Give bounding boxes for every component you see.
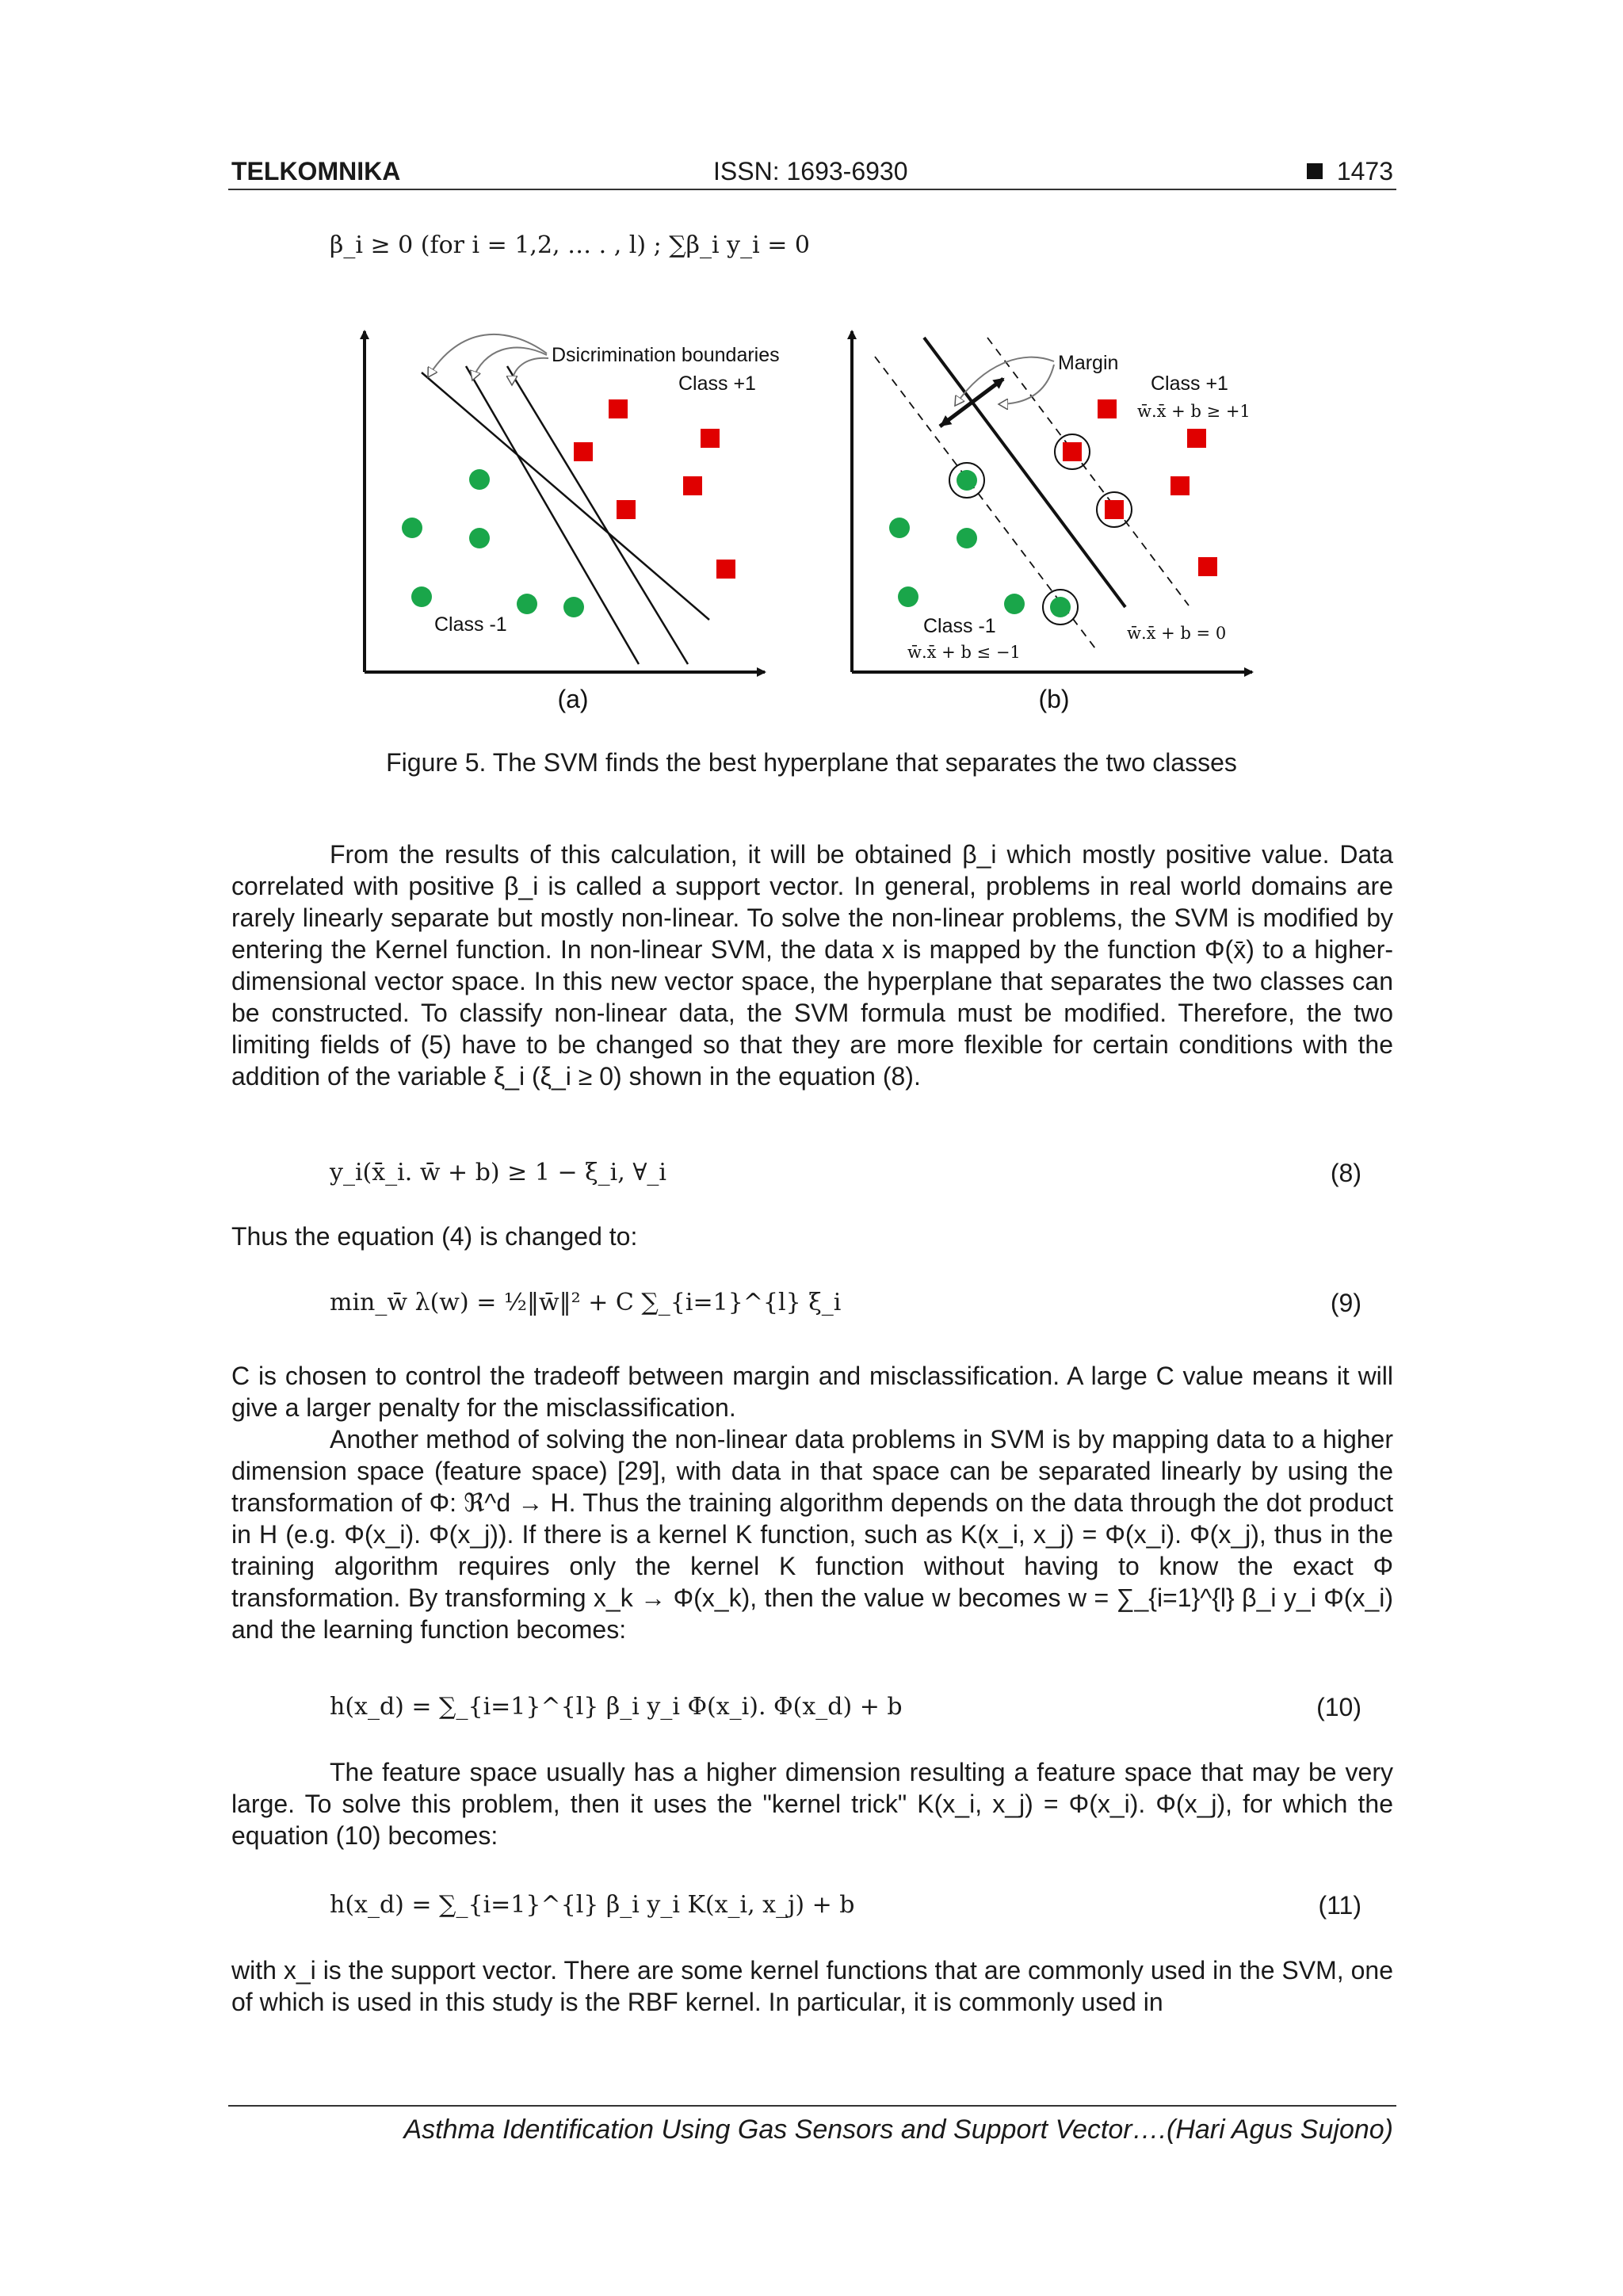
class-pos-point bbox=[1198, 557, 1217, 576]
class-pos-point bbox=[716, 560, 735, 579]
panel-a-class-pos-label: Class +1 bbox=[678, 372, 756, 395]
margin-label: Margin bbox=[1058, 352, 1119, 374]
svm-figure bbox=[0, 0, 1623, 745]
boundary-line-1 bbox=[422, 372, 709, 620]
class-pos-point support-vector bbox=[1063, 442, 1082, 461]
class-pos-point bbox=[701, 429, 720, 448]
class-neg-point bbox=[898, 586, 918, 607]
issn: ISSN: 1693-6930 bbox=[713, 157, 908, 185]
beta-constraint-equation: β_i ≥ 0 (for i = 1,2, … . , l) ; ∑β_i y_i = 0 bbox=[330, 231, 810, 259]
class-neg-point bbox=[889, 518, 910, 538]
discrimination-label: Dsicrimination boundaries bbox=[552, 344, 780, 366]
boundary-line-3 bbox=[507, 366, 688, 664]
class-pos-point bbox=[1187, 429, 1206, 448]
equation-11: h(x_d) = ∑_{i=1}^{l} β_i y_i K(x_i, x_j) + b bbox=[330, 1891, 855, 1919]
margin-annotation-arrow-2 bbox=[999, 365, 1054, 404]
hyperplane-line bbox=[924, 338, 1125, 607]
paragraph-2-text: Thus the equation (4) is changed to: bbox=[231, 1222, 638, 1251]
page-number: 1473 bbox=[1336, 157, 1393, 185]
panel-b-label: (b) bbox=[1038, 685, 1070, 713]
annotation-arrow-2 bbox=[472, 347, 547, 380]
panel-a-label: (a) bbox=[557, 685, 589, 713]
panel-b bbox=[852, 331, 1252, 713]
panel-a-class-neg-label: Class -1 bbox=[434, 613, 507, 636]
class-pos-point bbox=[683, 476, 702, 495]
annotation-arrow-1 bbox=[428, 334, 547, 377]
class-neg-point bbox=[957, 528, 977, 548]
figure-caption: Figure 5. The SVM finds the best hyperplane that separates the two classes bbox=[386, 748, 1237, 777]
paragraph-3-4 bbox=[231, 1360, 1393, 1645]
paragraph-3-text: C is chosen to control the tradeoff between margin and misclassification. A large C value means it will give a larger penalty for the misclassification. bbox=[231, 1362, 1393, 1422]
footer-text: Asthma Identification Using Gas Sensors and Support Vector….(Hari Agus Sujono) bbox=[403, 2115, 1393, 2145]
paragraph-6 bbox=[231, 1954, 1393, 2018]
equation-8-number: (8) bbox=[1330, 1159, 1361, 1187]
equation-9: min_w̄ λ(w) = ½‖w̄‖² + C ∑_{i=1}^{l} ξ_i bbox=[330, 1289, 842, 1316]
class-neg-point bbox=[563, 597, 584, 617]
panel-b-class-neg-label: Class -1 bbox=[923, 615, 996, 637]
equation-9-number: (9) bbox=[1330, 1289, 1361, 1317]
paragraph-4-text: Another method of solving the non-linear data problems in SVM is by mapping data to a higher dimension space (feature space) [29], with data in that space can be separated linearly by using the transformation of Φ: ℜ^d → H. Thus the training algorithm depends on the data through the dot product in H (e.g. Φ(x_i). Φ(x_j)). If there is a kernel K function, such as K(x_i, x_j) = Φ(x_i). Φ(x_j), thus in the training algorithm requires only the kernel K function without having to know the exact Φ transformation. By transforming x_k → Φ(x_k), then the value w becomes w = ∑_{i=1}^{l} β_i y_i Φ(x_i) and the learning function becomes: bbox=[231, 1425, 1393, 1644]
panel-a bbox=[365, 331, 780, 713]
class-pos-point bbox=[1170, 476, 1190, 495]
paragraph-2 bbox=[231, 1221, 1393, 1252]
class-neg-point bbox=[411, 586, 432, 607]
panel-b-class-pos-eq: w̄.x̄ + b ≥ +1 bbox=[1137, 402, 1251, 421]
class-pos-point bbox=[1098, 399, 1117, 418]
equation-10-number: (10) bbox=[1316, 1693, 1361, 1721]
equation-8: y_i(x̄_i. w̄ + b) ≥ 1 − ξ_i, ∀_i bbox=[330, 1159, 667, 1186]
paragraph-1-text: From the results of this calculation, it will be obtained β_i which mostly positive value. Data correlated with positive β_i is called a support vector. In general, problems in real world domains are rarely linearly separate but mostly non-linear. To solve the non-linear problems, the SVM is modified by entering the Kernel function. In non-linear SVM, the data x is mapped by the function Φ(x̄) to a higher-dimensional vector space. In this new vector space, the hyperplane that separates the two classes can be constructed. To classify non-linear data, the SVM formula must be modified. Therefore, the two limiting fields of (5) have to be changed so that they are more flexible for certain conditions with the addition of the variable ξ_i (ξ_i ≥ 0) shown in the equation (8). bbox=[231, 840, 1393, 1091]
class-pos-point bbox=[574, 442, 593, 461]
paragraph-6-text: with x_i is the support vector. There are some kernel functions that are commonly used in the SVM, one of which is used in this study is the RBF kernel. In particular, it is commonly used in bbox=[231, 1956, 1393, 2016]
class-pos-point bbox=[609, 399, 628, 418]
class-pos-point bbox=[617, 500, 636, 519]
journal-name: TELKOMNIKA bbox=[231, 157, 401, 185]
class-neg-point support-vector bbox=[1050, 597, 1071, 617]
class-neg-point bbox=[402, 518, 422, 538]
paragraph-5-text: The feature space usually has a higher dimension resulting a feature space that may be very large. To solve this problem, then it uses the "kernel trick" K(x_i, x_j) = Φ(x_i). Φ(x_j), for which the equation (10) becomes: bbox=[231, 1758, 1393, 1850]
panel-b-class-neg-eq: w̄.x̄ + b ≤ −1 bbox=[907, 643, 1021, 662]
class-pos-point support-vector bbox=[1105, 500, 1124, 519]
footer-rule bbox=[228, 2105, 1396, 2107]
equation-10: h(x_d) = ∑_{i=1}^{l} β_i y_i Φ(x_i). Φ(x_d) + b bbox=[330, 1693, 903, 1721]
class-neg-point bbox=[517, 594, 537, 614]
panel-b-class-pos-label: Class +1 bbox=[1151, 372, 1228, 395]
class-neg-point bbox=[1004, 594, 1025, 614]
paragraph-1 bbox=[231, 839, 1393, 1092]
class-neg-point support-vector bbox=[957, 470, 977, 491]
class-neg-point bbox=[469, 469, 490, 490]
class-neg-point bbox=[469, 528, 490, 548]
hyperplane-eq: w̄.x̄ + b = 0 bbox=[1127, 624, 1227, 643]
paragraph-5 bbox=[231, 1756, 1393, 1851]
equation-11-number: (11) bbox=[1318, 1891, 1361, 1920]
